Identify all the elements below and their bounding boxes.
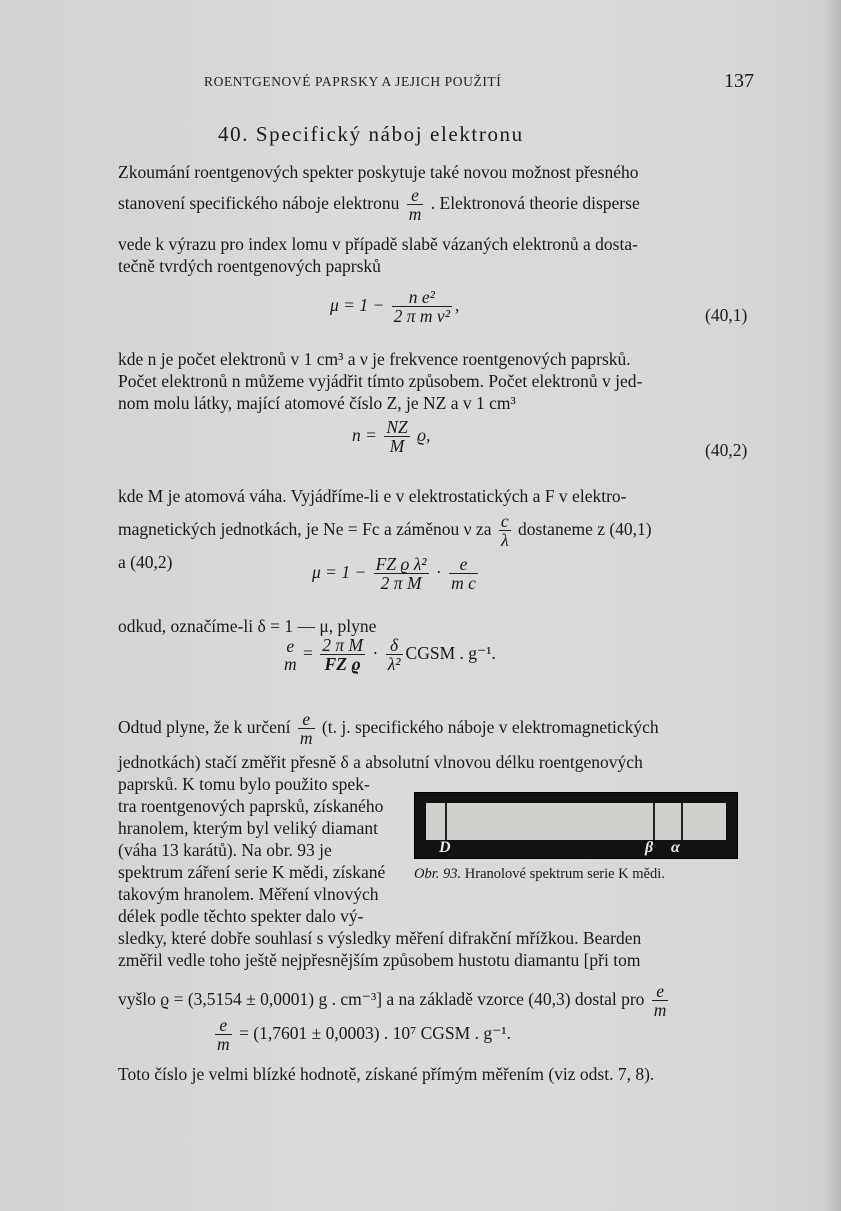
denominator: m bbox=[284, 653, 297, 674]
text-line: kde M je atomová váha. Vyjádříme-li e v elektrostatických a F v elektro- bbox=[118, 486, 627, 506]
text-span: . Elektronová theorie disperse bbox=[430, 192, 640, 213]
fraction bbox=[320, 636, 365, 674]
multiply-dot: · bbox=[435, 561, 442, 582]
numerator: 2 π M bbox=[322, 635, 364, 655]
page-spine-shadow bbox=[823, 0, 841, 1211]
spectral-line-alpha bbox=[681, 803, 683, 840]
text-line: a (40,2) bbox=[118, 552, 173, 572]
fraction bbox=[374, 555, 429, 593]
text-line: kde n je počet elektronů v 1 cm³ a ν je frekvence roentgenových paprsků. bbox=[118, 349, 631, 369]
text-line: sledky, které dobře souhlasí s výsledky měření difrakční mřížkou. Bearden bbox=[118, 928, 642, 948]
text-line: nom molu látky, mající atomové číslo Z, je NZ a v 1 cm³ bbox=[118, 393, 516, 413]
denominator: m bbox=[217, 1034, 230, 1055]
eq-rhs: = (1,7601 ± 0,0003) . 10⁷ CGSM . g⁻¹. bbox=[239, 1022, 511, 1043]
text-line: (váha 13 karátů). Na obr. 93 je bbox=[118, 840, 332, 860]
equation-40-2 bbox=[352, 418, 430, 456]
denominator: m c bbox=[451, 573, 476, 594]
fraction-e-over-m bbox=[298, 710, 315, 748]
equation-result bbox=[212, 1016, 511, 1054]
fraction-c-over-lambda bbox=[499, 512, 511, 550]
equation-number: (40,2) bbox=[705, 440, 748, 460]
page-number: 137 bbox=[724, 70, 754, 92]
fraction bbox=[449, 555, 478, 593]
fraction bbox=[282, 637, 299, 674]
text-line: délek podle těchto spekter dalo vý- bbox=[118, 906, 364, 926]
denominator: m bbox=[653, 1000, 667, 1021]
fraction bbox=[386, 636, 403, 674]
denominator: FZ ϱ bbox=[324, 654, 361, 675]
text-line: Počet elektronů n můžeme vyjádřit tímto způsobem. Počet elektronů v jed- bbox=[118, 371, 643, 391]
eq-lhs: μ = 1 − bbox=[330, 294, 385, 315]
text-line: paprsků. K tomu bylo použito spek- bbox=[118, 774, 370, 794]
numerator: e bbox=[215, 1016, 232, 1035]
text-span: Odtud plyne, že k určení bbox=[118, 716, 291, 737]
text-line bbox=[118, 982, 671, 1020]
text-line: jednotkách) stačí změřit přesně δ a absolutní vlnovou délku roentgenových bbox=[118, 752, 643, 772]
caption-text: Hranolové spektrum serie K mědi. bbox=[464, 866, 665, 882]
fraction bbox=[384, 418, 409, 456]
numerator: e bbox=[652, 982, 669, 1001]
fraction-e-over-m bbox=[407, 186, 424, 224]
eq-tail: , bbox=[454, 294, 460, 315]
numerator: e bbox=[407, 186, 424, 205]
eq-tail: ϱ, bbox=[417, 424, 431, 445]
label-alpha: α bbox=[671, 839, 680, 856]
caption-label: Obr. 93. bbox=[414, 866, 462, 882]
text-span: (t. j. specifického náboje v elektromagnetických bbox=[321, 716, 659, 737]
equation-e-over-m bbox=[282, 636, 496, 674]
text-line bbox=[118, 186, 640, 224]
label-beta: β bbox=[645, 839, 654, 856]
denominator: 2 π m ν² bbox=[393, 306, 450, 327]
denominator: λ² bbox=[387, 654, 401, 675]
numerator: δ bbox=[386, 636, 403, 655]
spectrum-figure bbox=[414, 792, 738, 859]
spectral-line-beta bbox=[653, 803, 655, 840]
fraction-e-over-m bbox=[652, 982, 669, 1020]
text-line: vede k výrazu pro index lomu v případě slabě vázaných elektronů a dosta- bbox=[118, 234, 638, 254]
multiply-dot: · bbox=[372, 642, 379, 663]
spectrum-strip bbox=[426, 803, 726, 840]
text-span: stanovení specifického náboje elektronu bbox=[118, 192, 400, 213]
denominator: m bbox=[408, 204, 422, 225]
text-line: změřil vedle toho ještě nejpřesnějším způsobem hustotu diamantu [při tom bbox=[118, 950, 641, 970]
numerator: NZ bbox=[386, 417, 408, 437]
denominator: m bbox=[299, 728, 313, 749]
text-line: takovým hranolem. Měření vlnových bbox=[118, 884, 379, 904]
denominator: 2 π M bbox=[380, 573, 422, 594]
text-line: Toto číslo je velmi blízké hodnotě, získané přímým měřením (viz odst. 7, 8). bbox=[118, 1064, 655, 1084]
spectral-line-d bbox=[445, 803, 447, 840]
unit: CGSM . g⁻¹. bbox=[405, 642, 496, 663]
numerator: e bbox=[298, 710, 315, 729]
text-line: tra roentgenových paprsků, získaného bbox=[118, 796, 384, 816]
eq-lhs: μ = 1 − bbox=[312, 561, 367, 582]
text-line: spektrum záření serie K mědi, získané bbox=[118, 862, 386, 882]
equation-40-1 bbox=[330, 288, 459, 326]
running-header: ROENTGENOVÉ PAPRSKY A JEJICH POUŽITÍ bbox=[204, 74, 502, 89]
text-span: Zkoumání roentgenových spekter poskytuje také novou možnost přesného bbox=[118, 162, 639, 182]
text-span: vyšlo ϱ = (3,5154 ± 0,0001) g . cm⁻³] a na základě vzorce (40,3) dostal pro bbox=[118, 988, 645, 1009]
text-span: magnetických jednotkách, je Ne = Fc a záměnou ν za bbox=[118, 518, 492, 539]
section-title: 40. Specifický náboj elektronu bbox=[218, 122, 524, 146]
text-line: hranolem, kterým byl veliký diamant bbox=[118, 818, 379, 838]
text-line: tečně tvrdých roentgenových paprsků bbox=[118, 256, 381, 276]
label-d: D bbox=[439, 839, 451, 856]
figure-caption bbox=[414, 866, 665, 883]
text-line bbox=[118, 512, 652, 550]
numerator: e bbox=[286, 635, 295, 656]
denominator: λ bbox=[500, 530, 509, 551]
text-span: dostaneme z (40,1) bbox=[518, 518, 652, 539]
numerator: c bbox=[500, 511, 509, 531]
numerator: n e² bbox=[392, 288, 452, 307]
text-line bbox=[118, 710, 659, 748]
fraction bbox=[215, 1016, 232, 1054]
numerator: e bbox=[449, 555, 478, 574]
denominator: M bbox=[389, 436, 405, 457]
eq-lhs: n = bbox=[352, 424, 377, 445]
equals: = bbox=[303, 642, 313, 663]
equation-mu bbox=[312, 555, 481, 593]
numerator: FZ ϱ λ² bbox=[375, 554, 427, 574]
text-line bbox=[118, 162, 766, 183]
equation-number: (40,1) bbox=[705, 305, 748, 325]
text-line: odkud, označíme-li δ = 1 — μ, plyne bbox=[118, 616, 377, 636]
fraction bbox=[392, 288, 452, 326]
